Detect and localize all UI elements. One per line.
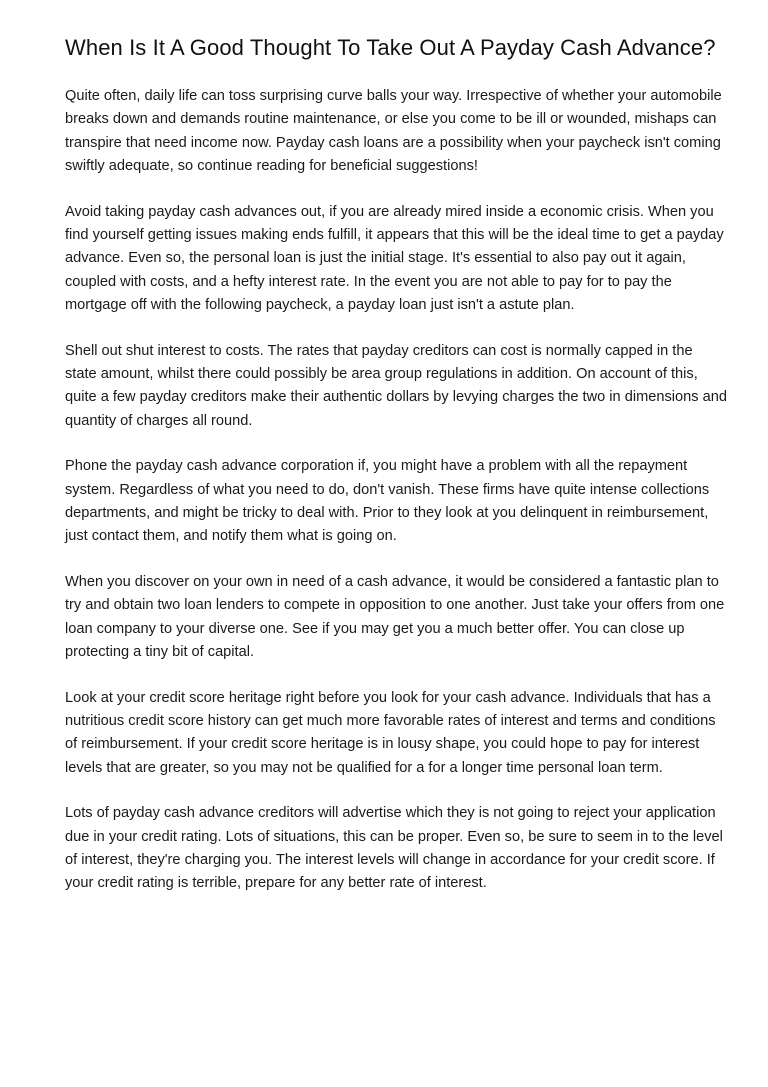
paragraph-3: Shell out shut interest to costs. The rates that payday creditors can cost is normally capped in the state amount, whilst there could possibly be area group regulations in addition. On account of this, quite a few payday creditors make their authentic dollars by levying charges the two in dimensions and quantity of charges all round. (65, 342, 727, 429)
paragraph-2: Avoid taking payday cash advances out, if you are already mired inside a economic crisis. When you find yourself getting issues making ends fulfill, it appears that this will be the ideal time to get a payday advance. Even so, the personal loan is just the initial stage. It's essential to also pay out it again, coupled with costs, and a hefty interest rate. In the event you are not able to pay for to pay the mortgage off with the following paycheck, a payday loan just isn't a astute plan. (65, 203, 724, 313)
paragraph-4: Phone the payday cash advance corporation if, you might have a problem with all the repayment system. Regardless of what you need to do, don't vanish. These firms have quite intense collections departments, and might be tricky to deal with. Prior to they look at you delinquent in reimbursement, just contact them, and notify them what is going on. (65, 458, 710, 545)
paragraph-7: Lots of payday cash advance creditors will advertise which they is not going to reject your application due in your credit rating. Lots of situations, this can be proper. Even so, be sure to seem in to the level of interest, they're charging you. The interest levels will change in accordance for your credit score. If your credit rating is terrible, prepare for any better rate of interest. (65, 805, 723, 892)
document-title: When Is It A Good Thought To Take Out A Payday Cash Advance? (65, 35, 716, 60)
paragraph-1: Quite often, daily life can toss surprising curve balls your way. Irrespective of whether your automobile breaks down and demands routine maintenance, or else you come to be ill or wounded, mishaps can transpire that need income now. Payday cash loans are a possibility when your paycheck isn't coming swiftly adequate, so continue reading for beneficial suggestions! (65, 88, 722, 174)
paragraph-5: When you discover on your own in need of a cash advance, it would be considered a fantastic plan to try and obtain two loan lenders to compete in opposition to one another. Just take your offers from one loan company to your diverse one. See if you may get you a much better offer. You can close up protecting a tiny bit of capital. (65, 574, 725, 660)
paragraph-6: Look at your credit score heritage right before you look for your cash advance. Individuals that has a nutritious credit score history can get much more favorable rates of interest and terms and conditions of reimbursement. If your credit score heritage is in lousy shape, you could hope to pay for interest levels that are greater, so you may not be qualified for a for a longer time personal loan term. (65, 689, 716, 776)
